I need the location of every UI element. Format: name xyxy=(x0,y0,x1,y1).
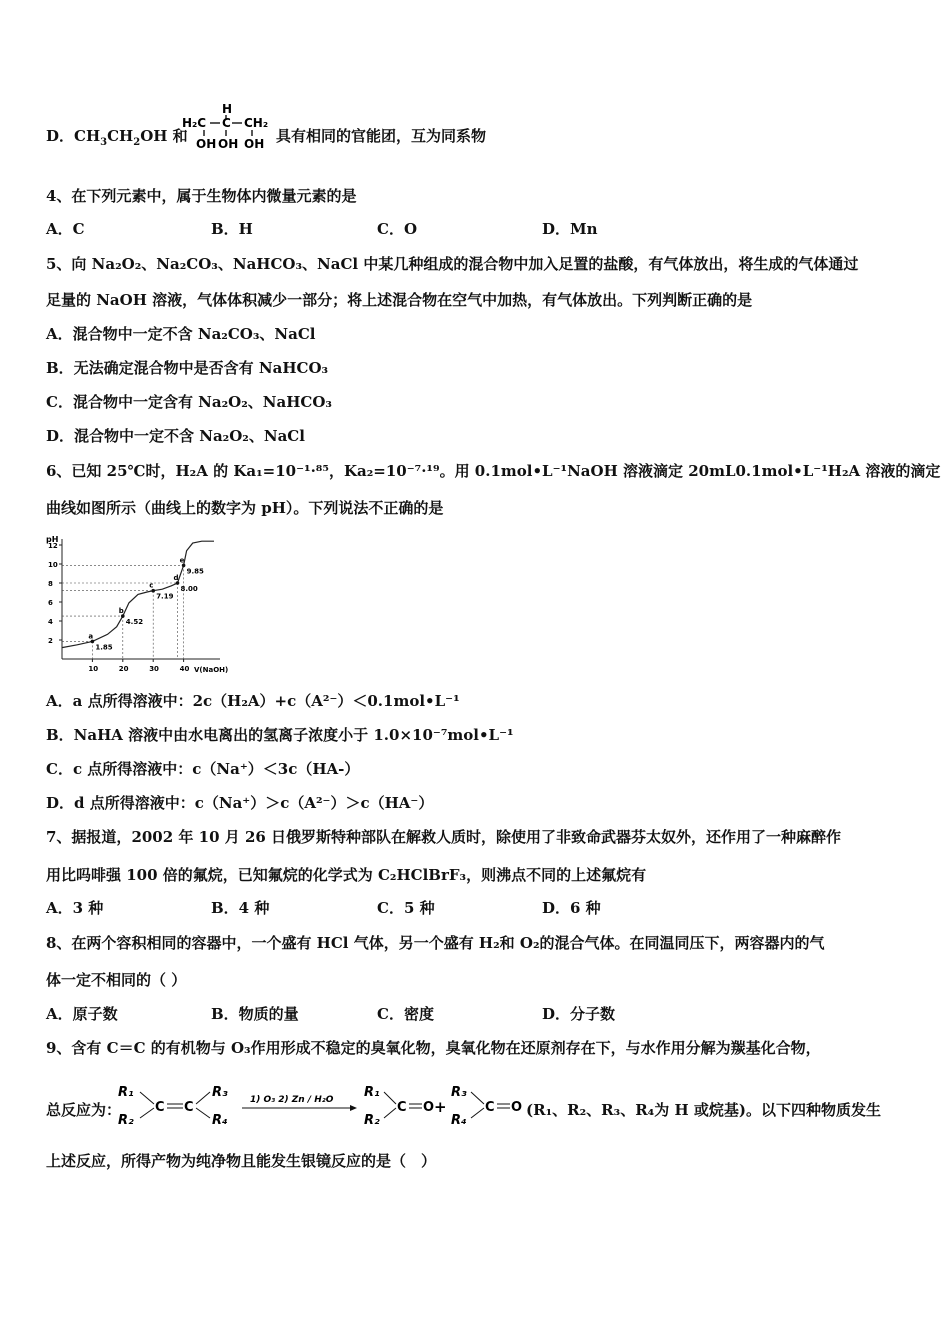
rxn-o-product-2: O xyxy=(511,1100,523,1115)
rxn-r2-right: R₂ xyxy=(364,1113,380,1128)
rxn-r1-right: R₁ xyxy=(364,1085,380,1100)
glycerol-oh-2: OH xyxy=(218,137,239,151)
q6-option-a[interactable]: A．a 点所得溶液中：2c（H₂A）+c（A²⁻）＜0.1mol•L⁻¹ xyxy=(46,692,460,710)
q3-optd-suffix: 具有相同的官能团，互为同系物 xyxy=(276,127,487,145)
y-tick-label: 10 xyxy=(48,561,58,569)
point-letter-c: c xyxy=(149,581,154,590)
q3-optd-mid: CH xyxy=(107,127,134,145)
q4-option-d[interactable]: D．Mn xyxy=(542,220,598,238)
q5-line-1: 5、向 Na₂O₂、Na₂CO₃、NaHCO₃、NaCl 中某几种组成的混合物中加入足置的盐酸，有气体放出，将生成的气体通过 xyxy=(46,255,859,273)
point-value-c: 7.19 xyxy=(156,592,174,601)
rxn-c-product-2: C xyxy=(485,1100,495,1115)
x-tick-label: 10 xyxy=(88,665,99,673)
q5-line-2: 足量的 NaOH 溶液，气体体积减少一部分；将上述混合物在空气中加热，有气体放出。下列判断正确的是 xyxy=(46,291,753,309)
rxn-o-product-1: O xyxy=(423,1100,435,1115)
q3-option-d: D．$CH_3CH_2OH$ 和 xyxy=(46,127,188,148)
glycerol-structure xyxy=(182,100,278,152)
rxn-plus: + xyxy=(434,1098,447,1116)
q6-option-c[interactable]: C．c 点所得溶液中：c（Na⁺）＜3c（HA-） xyxy=(46,760,360,778)
point-value-b: 4.52 xyxy=(125,618,144,627)
glycerol-ch2: CH₂ xyxy=(244,116,269,130)
rxn-r4-right: R₄ xyxy=(451,1113,467,1128)
rxn-bond xyxy=(140,1108,154,1118)
y-tick-label: 8 xyxy=(48,580,53,588)
q8-option-c[interactable]: C．密度 xyxy=(377,1005,434,1023)
y-tick-label: 4 xyxy=(48,618,53,626)
titration-curve xyxy=(62,541,214,647)
glycerol-h2c: H₂C xyxy=(182,116,207,130)
glycerol-oh-3: OH xyxy=(244,137,265,151)
rxn-bond xyxy=(196,1108,210,1118)
q7-line-2: 用比吗啡强 100 倍的氟烷，已知氟烷的化学式为 C₂HClBrF₃，则沸点不同的上述氟烷有 xyxy=(46,866,647,884)
y-tick-label: 2 xyxy=(48,637,53,645)
q8-option-b[interactable]: B．物质的量 xyxy=(211,1005,299,1023)
q6-line-2: 曲线如图所示（曲线上的数字为 pH）。下列说法不正确的是 xyxy=(46,499,444,517)
q7-option-c[interactable]: C．5 种 xyxy=(377,899,435,917)
rxn-r2-left: R₂ xyxy=(118,1113,134,1128)
q7-line-1: 7、据报道，2002 年 10 月 26 日俄罗斯特种部队在解救人质时，除使用了非致命武器芬太奴外，还作用了一种麻醉作 xyxy=(46,828,842,846)
rxn-bond xyxy=(196,1092,210,1104)
q3-optd-oh: OH 和 xyxy=(140,127,188,145)
ozonolysis-reaction xyxy=(112,1080,527,1130)
glycerol-c: C xyxy=(222,116,231,130)
point-value-d: 8.00 xyxy=(180,585,198,593)
q6-option-b[interactable]: B．NaHA 溶液中由水电离出的氢离子浓度小于 1.0×10⁻⁷mol•L⁻¹ xyxy=(46,726,514,744)
rxn-r3-right: R₃ xyxy=(451,1085,467,1100)
q5-option-d[interactable]: D．混合物中一定不含 Na₂O₂、NaCl xyxy=(46,427,305,445)
titration-chart xyxy=(42,533,232,678)
q7-option-b[interactable]: B．4 种 xyxy=(211,899,270,917)
x-tick-label: 30 xyxy=(149,665,159,673)
rxn-c-product-1: C xyxy=(397,1100,407,1115)
rxn-conditions: 1) O₃ 2) Zn / H₂O xyxy=(250,1095,334,1105)
q8-line-1: 8、在两个容积相同的容器中，一个盛有 HCl 气体，另一个盛有 H₂和 O₂的混合气体。在同温同压下，两容器内的气 xyxy=(46,934,825,952)
x-tick-label: 20 xyxy=(118,665,129,673)
q8-option-a[interactable]: A．原子数 xyxy=(46,1005,118,1023)
point-letter-d: d xyxy=(173,574,179,582)
rxn-r4-left: R₄ xyxy=(212,1113,228,1128)
rxn-c-right: C xyxy=(184,1100,194,1115)
rxn-bond xyxy=(471,1108,484,1118)
rxn-r3-left: R₃ xyxy=(212,1085,228,1100)
q4-stem: 4、在下列元素中，属于生物体内微量元素的是 xyxy=(46,187,357,205)
q7-option-a[interactable]: A．3 种 xyxy=(46,899,104,917)
q4-option-a[interactable]: A．C xyxy=(46,220,85,238)
rxn-bond xyxy=(384,1092,396,1104)
point-letter-a: a xyxy=(88,632,94,641)
chart-points xyxy=(88,556,204,651)
q4-option-b[interactable]: B．H xyxy=(211,220,253,238)
q8-option-d[interactable]: D．分子数 xyxy=(542,1005,616,1023)
rxn-bond xyxy=(384,1108,396,1118)
point-value-a: 1.85 xyxy=(95,643,113,652)
glycerol-h: H xyxy=(222,102,233,116)
x-tick-label: 40 xyxy=(179,665,190,673)
y-tick-label: 6 xyxy=(48,599,53,607)
q5-option-c[interactable]: C．混合物中一定含有 Na₂O₂、NaHCO₃ xyxy=(46,393,332,411)
point-letter-e: e xyxy=(179,556,185,565)
q5-option-b[interactable]: B．无法确定混合物中是否含有 NaHCO₃ xyxy=(46,359,329,377)
q9-prefix: 总反应为： xyxy=(46,1101,122,1119)
chart-axes xyxy=(48,539,220,673)
q9-line-1: 9、含有 C＝C 的有机物与 O₃作用形成不稳定的臭氧化物，臭氧化物在还原剂存在下，与水作用分解为羰基化合物， xyxy=(46,1039,821,1057)
rxn-c-left: C xyxy=(155,1100,165,1115)
point-value-e: 9.85 xyxy=(186,567,204,576)
q7-option-d[interactable]: D．6 种 xyxy=(542,899,601,917)
q8-line-2: 体一定不相同的（ ） xyxy=(46,971,187,989)
glycerol-oh-1: OH xyxy=(196,137,217,151)
q5-option-a[interactable]: A．混合物中一定不含 Na₂CO₃、NaCl xyxy=(46,325,316,343)
chart-ylabel: pH xyxy=(46,535,59,544)
rxn-bond xyxy=(471,1092,484,1104)
q4-option-c[interactable]: C．O xyxy=(377,220,418,238)
rxn-arrow-head xyxy=(350,1105,357,1111)
rxn-r1-left: R₁ xyxy=(118,1085,134,1100)
q3-optd-prefix: D．CH xyxy=(46,127,101,145)
chart-xlabel: V(NaOH) xyxy=(194,666,229,674)
rxn-bond xyxy=(140,1092,154,1104)
q6-option-d[interactable]: D．d 点所得溶液中：c（Na⁺）＞c（A²⁻）＞c（HA⁻） xyxy=(46,794,434,812)
y-tick-label: 12 xyxy=(48,542,58,550)
point-letter-b: b xyxy=(118,607,124,616)
q6-line-1: 6、已知 25℃时，H₂A 的 Ka₁=10⁻¹·⁸⁵，Ka₂=10⁻⁷·¹⁹。用 0.1mol•L⁻¹NaOH 溶液滴定 20mL0.1mol•L⁻¹H₂A 溶液的滴定 xyxy=(46,462,941,480)
q9-suffix: (R₁、R₂、R₃、R₄为 H 或烷基)。以下四种物质发生 xyxy=(526,1101,881,1119)
q9-line-3: 上述反应，所得产物为纯净物且能发生银镜反应的是（ ） xyxy=(46,1152,437,1170)
